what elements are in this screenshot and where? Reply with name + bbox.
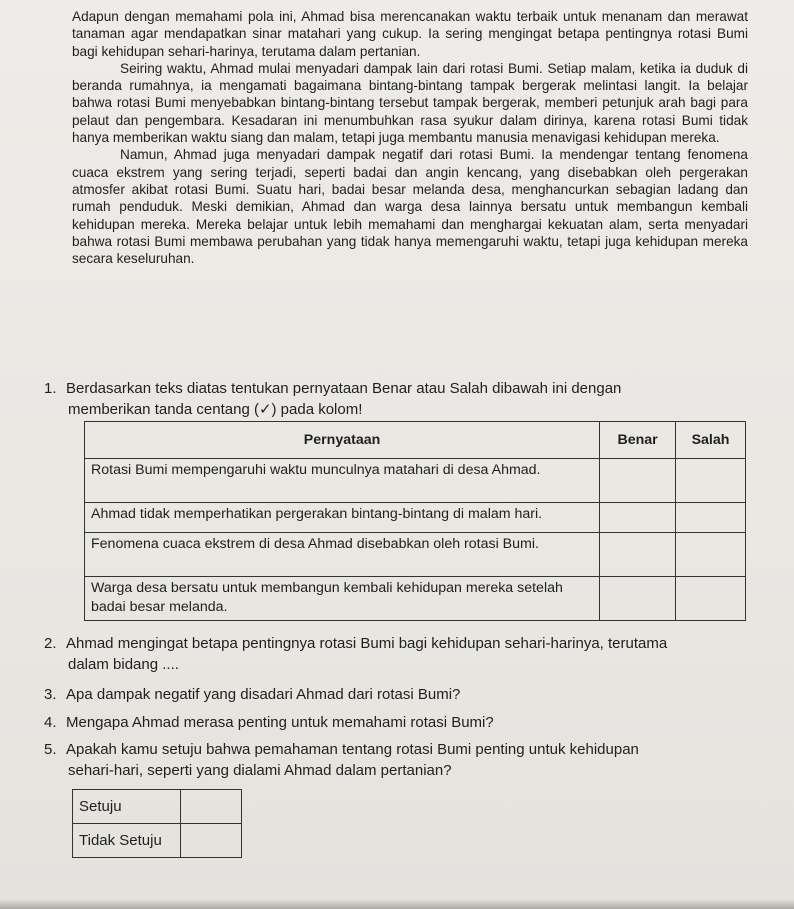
question-1-line-1: Berdasarkan teks diatas tentukan pernyataan Benar atau Salah dibawah ini dengan	[66, 380, 622, 397]
true-checkbox-cell[interactable]	[600, 459, 676, 503]
table-row	[85, 577, 746, 621]
passage-paragraph-3: Namun, Ahmad juga menyadari dampak negatif dari rotasi Bumi. Ia mendengar tentang fenomena cuaca ekstrem yang sering terjadi, seperti badai dan angin kencang, yang disebabkan oleh pergerakan atmosfer akibat rotasi Bumi. Suatu hari, badai besar melanda desa, menghancurkan sebagian ladang dan rumah penduduk. Meski demikian, Ahmad dan warga desa lainnya bersatu untuk membangun kembali kehidupan mereka. Mereka belajar untuk lebih memahami dan menghargai kekuatan alam, serta menyadari bahwa rotasi Bumi membawa perubahan yang tidak hanya memengaruhi waktu, tetapi juga kehidupan mereka secara keseluruhan.	[72, 147, 748, 267]
agreement-options-table	[72, 789, 242, 858]
question-3	[44, 684, 764, 705]
false-checkbox-cell[interactable]	[676, 533, 746, 577]
question-4-number: 4.	[44, 714, 57, 731]
option-disagree-checkbox[interactable]	[181, 824, 242, 858]
reading-passage	[72, 8, 748, 267]
option-agree-checkbox[interactable]	[181, 790, 242, 824]
true-checkbox-cell[interactable]	[600, 503, 676, 533]
true-checkbox-cell[interactable]	[600, 533, 676, 577]
false-checkbox-cell[interactable]	[676, 577, 746, 621]
question-1-line-2: memberikan tanda centang (✓) pada kolom!	[68, 401, 363, 418]
passage-paragraph-2: Seiring waktu, Ahmad mulai menyadari dampak lain dari rotasi Bumi. Setiap malam, ketika ia duduk di beranda rumahnya, ia mengamati bagaimana bintang-bintang tampak bergerak melintasi langit. Ia belajar bahwa rotasi Bumi menyebabkan bintang-bintang tersebut tampak bergerak, memberi petunjuk arah bagi para pelaut dan pengembara. Kesadaran ini menumbuhkan rasa syukur dalam dirinya, karena rotasi Bumi tidak hanya memberikan waktu siang dan malam, tetapi juga membantu manusia menavigasi kehidupan mereka.	[72, 60, 748, 146]
question-4-text: Mengapa Ahmad merasa penting untuk memahami rotasi Bumi?	[66, 714, 494, 731]
header-true: Benar	[600, 422, 676, 459]
question-5-number: 5.	[44, 741, 57, 758]
statement-cell: Rotasi Bumi mempengaruhi waktu munculnya matahari di desa Ahmad.	[85, 459, 600, 503]
option-agree-label: Setuju	[73, 790, 181, 824]
false-checkbox-cell[interactable]	[676, 503, 746, 533]
question-5-line-2: sehari-hari, seperti yang dialami Ahmad dalam pertanian?	[68, 762, 452, 779]
question-2-number: 2.	[44, 635, 57, 652]
question-5-line-1: Apakah kamu setuju bahwa pemahaman tentang rotasi Bumi penting untuk kehidupan	[66, 741, 639, 758]
table-row	[85, 533, 746, 577]
question-2	[44, 633, 764, 675]
header-false: Salah	[676, 422, 746, 459]
question-2-line-2: dalam bidang ....	[68, 656, 179, 673]
question-4	[44, 712, 764, 733]
statement-cell: Fenomena cuaca ekstrem di desa Ahmad disebabkan oleh rotasi Bumi.	[85, 533, 600, 577]
statement-cell: Ahmad tidak memperhatikan pergerakan bintang-bintang di malam hari.	[85, 503, 600, 533]
option-row	[73, 790, 242, 824]
question-3-number: 3.	[44, 686, 57, 703]
passage-paragraph-1: Adapun dengan memahami pola ini, Ahmad bisa merencanakan waktu terbaik untuk menanam dan merawat tanaman agar mendapatkan sinar matahari yang cukup. Ia sering mengingat betapa pentingnya rotasi Bumi bagi kehidupan sehari-harinya, terutama dalam pertanian.	[72, 9, 748, 59]
statement-cell: Warga desa bersatu untuk membangun kembali kehidupan mereka setelah badai besar melanda.	[85, 577, 600, 621]
true-false-table	[84, 421, 746, 621]
header-statement: Pernyataan	[85, 422, 600, 459]
question-3-text: Apa dampak negatif yang disadari Ahmad dari rotasi Bumi?	[66, 686, 461, 703]
option-disagree-label: Tidak Setuju	[73, 824, 181, 858]
page-edge-shadow	[0, 899, 794, 909]
question-2-line-1: Ahmad mengingat betapa pentingnya rotasi Bumi bagi kehidupan sehari-harinya, terutama	[66, 635, 668, 652]
table-row	[85, 503, 746, 533]
question-5	[44, 739, 764, 781]
true-checkbox-cell[interactable]	[600, 577, 676, 621]
question-1	[44, 378, 764, 420]
table-header-row	[85, 422, 746, 459]
option-row	[73, 824, 242, 858]
question-1-number: 1.	[44, 380, 57, 397]
table-row	[85, 459, 746, 503]
false-checkbox-cell[interactable]	[676, 459, 746, 503]
